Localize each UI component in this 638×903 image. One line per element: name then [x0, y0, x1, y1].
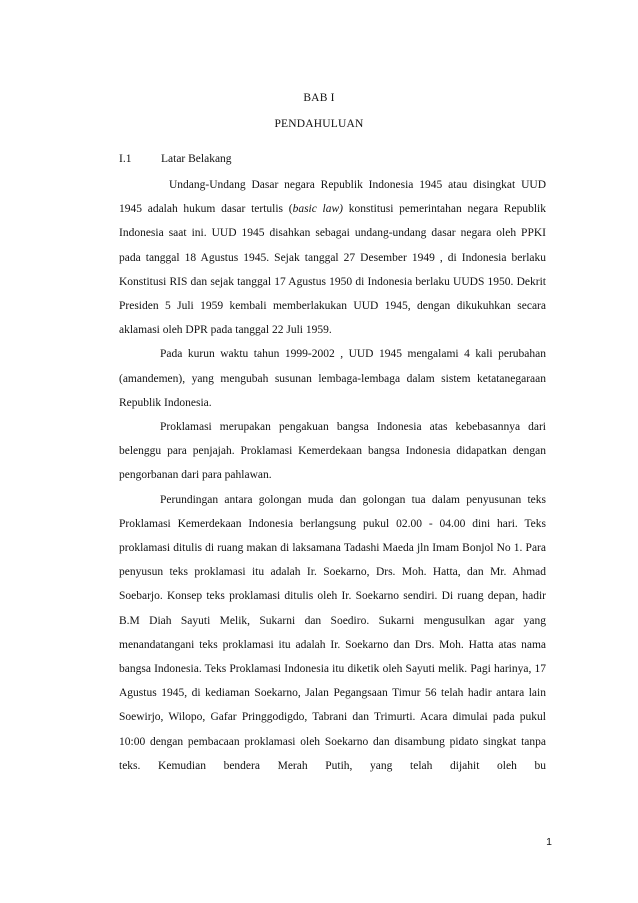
paragraph-1-part-a: Undang-Undang Dasar negara Republik Indonesia 1945 atau disingkat UUD 1945 adalah hukum dasar tertulis (	[119, 179, 546, 216]
paragraph-1-part-b: konstitusi pemerintahan negara Republik Indonesia saat ini. UUD 1945 disahkan sebagai undang-undang dasar negara oleh PPKI pada tanggal 18 Agustus 1945. Sejak tanggal 27 Desember 1949 , di Indonesia berlaku Konstitusi RIS dan sejak tanggal 17 Agustus 1950 di Indonesia berlaku UUDS 1950. Dekrit Presiden 5 Juli 1959 kembali memberlakukan UUD 1945, dengan dikukuhkan secara aklamasi oleh DPR pada tanggal 22 Juli 1959.	[119, 203, 546, 337]
paragraph-1	[119, 173, 546, 342]
chapter-title: PENDAHULUAN	[274, 118, 364, 130]
body-text	[119, 173, 546, 778]
page-number: 1	[546, 836, 552, 848]
section-heading	[119, 153, 232, 165]
paragraph-4: Perundingan antara golongan muda dan golongan tua dalam penyusunan teks Proklamasi Kemerdekaan Indonesia berlangsung pukul 02.00 - 04.00 dini hari. Teks proklamasi ditulis di ruang makan di laksamana Tadashi Maeda jln Imam Bonjol No 1. Para penyusun teks proklamasi itu adalah Ir. Soekarno, Drs. Moh. Hatta, dan Mr. Ahmad Soebarjo. Konsep teks proklamasi ditulis oleh Ir. Soekarno sendiri. Di ruang depan, hadir B.M Diah Sayuti Melik, Sukarni dan Soediro. Sukarni mengusulkan agar yang menandatangani teks proklamasi itu adalah Ir. Soekarno dan Drs. Moh. Hatta atas nama bangsa Indonesia. Teks Proklamasi Indonesia itu diketik oleh Sayuti melik. Pagi harinya, 17 Agustus 1945, di kediaman Soekarno, Jalan Pegangsaan Timur 56 telah hadir antara lain Soewirjo, Wilopo, Gafar Pringgodigdo, Tabrani dan Trimurti. Acara dimulai pada pukul 10:00 dengan pembacaan proklamasi oleh Soekarno dan disambung pidato singkat tanpa teks. Kemudian bendera Merah Putih, yang telah dijahit oleh bu	[119, 493, 546, 772]
paragraph-1-italic-term: basic law)	[292, 203, 343, 216]
chapter-label: BAB I	[303, 92, 335, 104]
paragraph-2: Pada kurun waktu tahun 1999-2002 , UUD 1945 mengalami 4 kali perubahan (amandemen), yang mengubah susunan lembaga-lembaga dalam sistem ketatanegaraan Republik Indonesia.	[119, 348, 546, 409]
paragraph-3: Proklamasi merupakan pengakuan bangsa Indonesia atas kebebasannya dari belenggu para penjajah. Proklamasi Kemerdekaan bangsa Indonesia didapatkan dengan pengorbanan dari para pahlawan.	[119, 421, 546, 482]
section-title: Latar Belakang	[161, 153, 232, 165]
section-number: I.1	[119, 153, 132, 165]
